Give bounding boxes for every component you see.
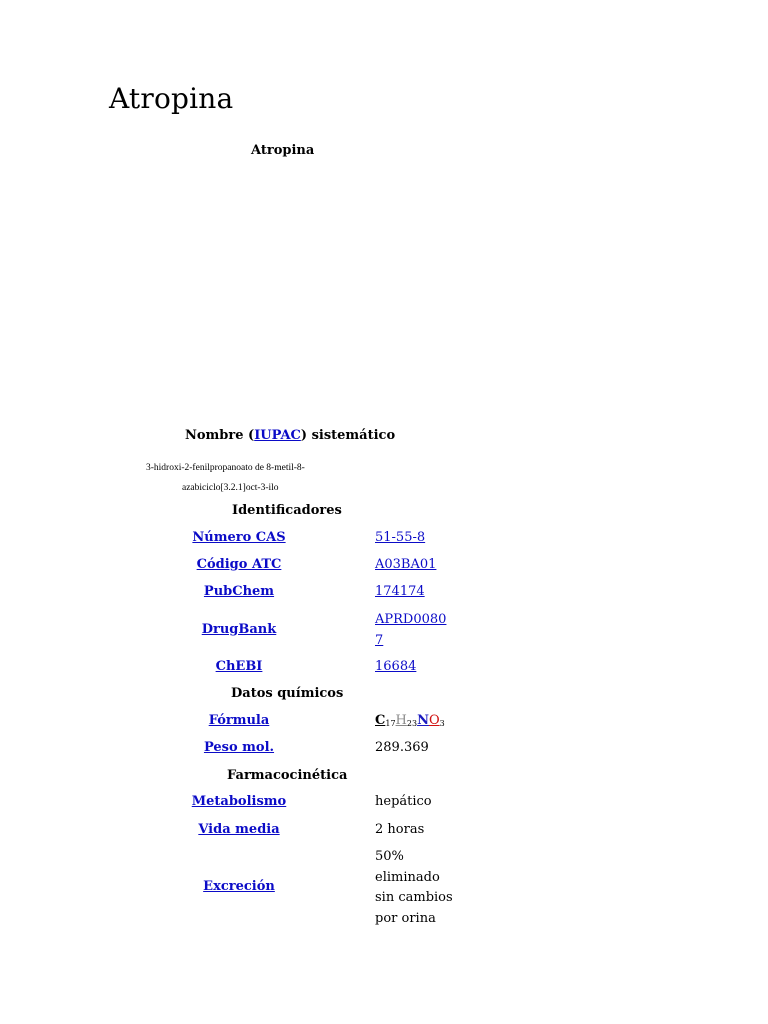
iupac-heading-prefix: Nombre ( [185,428,255,443]
atc-code-value [375,555,455,576]
formula-value [375,711,455,735]
formula-carbon-link[interactable]: C [375,713,386,728]
half-life-value: 2 horas [375,822,425,837]
atc-code-link[interactable]: Código ATC [196,557,282,572]
excretion-line: por orina [375,910,436,926]
formula-oxygen-link[interactable]: O [428,713,440,728]
excretion-line: eliminado [375,869,440,885]
chemical-data-heading: Datos químicos [231,686,344,701]
drugbank-value [375,610,455,651]
excretion-value [375,847,455,929]
formula-carbon-count: 17 [385,719,396,728]
excretion-link[interactable]: Excreción [203,879,275,894]
molar-mass-value: 289.369 [375,740,429,755]
formula-oxygen-count: 3 [439,719,445,728]
pubchem-link[interactable]: PubChem [203,584,275,599]
chebi-link[interactable]: ChEBI [215,659,263,674]
excretion-line: 50% [375,849,404,864]
iupac-name-line1: 3-hidroxi-2-fenilpropanoato de 8-metil-8- [146,463,305,473]
pharmacokinetics-heading: Farmacocinética [227,768,348,783]
cas-number-value [375,528,455,549]
drugbank-link[interactable]: DrugBank [201,622,277,637]
iupac-heading [185,428,395,443]
page-title: Atropina [109,82,234,115]
metabolism-value: hepático [375,794,432,809]
formula-nitrogen-link[interactable]: N [417,713,429,728]
iupac-name [146,458,346,498]
iupac-name-line2: azabiciclo[3.2.1]oct-3-ilo [182,483,279,493]
formula-hydrogen-link[interactable]: H [395,713,407,728]
iupac-heading-suffix: ) sistemático [300,428,396,443]
molecule-image-placeholder [150,172,460,412]
molar-mass-link[interactable]: Peso mol. [203,740,275,755]
drugbank-value-line1[interactable]: APRD0080 [375,612,447,627]
formula-hydrogen-count: 23 [406,719,418,728]
excretion-line: sin cambios [375,890,453,905]
atc-code-value-link[interactable]: A03BA01 [375,557,437,572]
formula-link[interactable]: Fórmula [208,713,270,728]
cas-number-link[interactable]: Número CAS [192,530,286,545]
drugbank-value-line2[interactable]: 7 [375,632,384,648]
pubchem-value-link[interactable]: 174174 [375,584,425,599]
metabolism-link[interactable]: Metabolismo [191,794,287,809]
identifiers-heading: Identificadores [232,503,342,518]
half-life-link[interactable]: Vida media [198,822,280,837]
cas-number-value-link[interactable]: 51-55-8 [375,530,426,545]
chebi-value [375,657,455,678]
iupac-link[interactable]: IUPAC [254,428,301,443]
pubchem-value [375,582,455,603]
chebi-value-link[interactable]: 16684 [375,659,417,674]
infobox-caption: Atropina [251,143,315,158]
